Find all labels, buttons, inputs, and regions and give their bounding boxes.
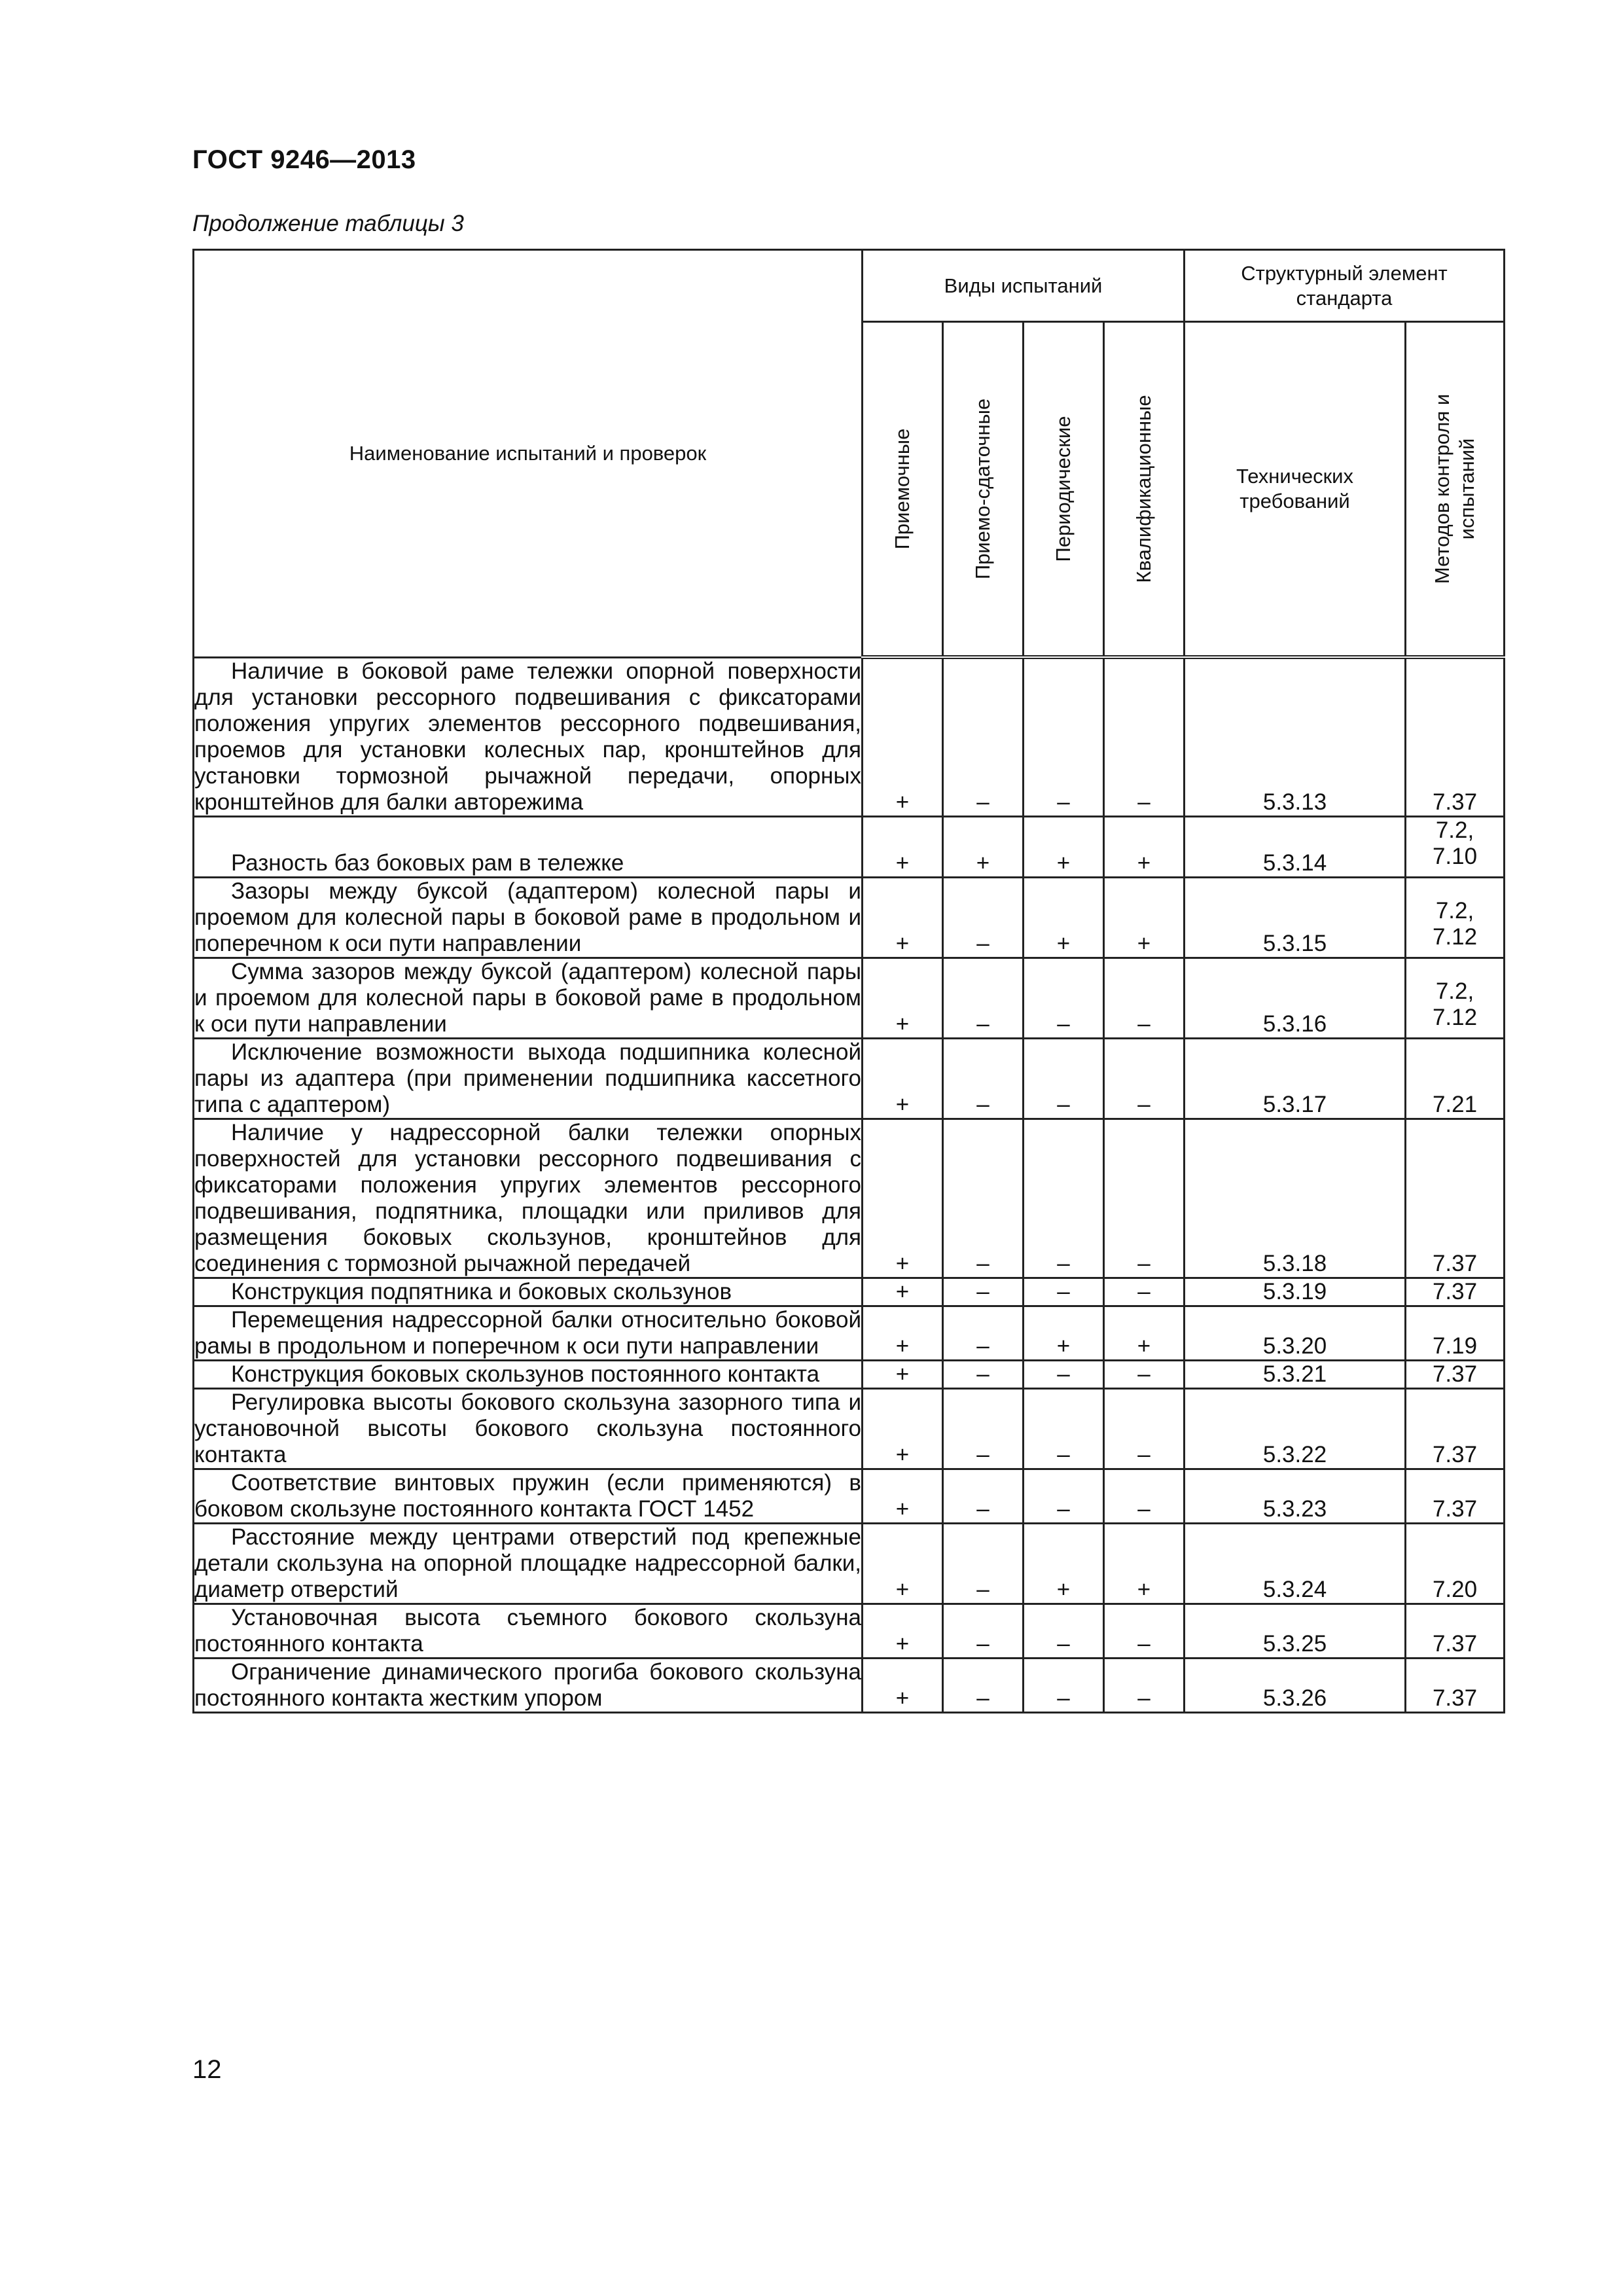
method-ref-cell: 7.37 <box>1406 1278 1505 1306</box>
test-mark-cell: – <box>1104 1360 1185 1388</box>
test-mark-cell: + <box>863 816 943 877</box>
test-mark-cell: – <box>1024 1119 1104 1278</box>
test-mark-cell: – <box>943 1360 1024 1388</box>
test-mark-cell: – <box>943 657 1024 816</box>
test-mark-cell: – <box>1104 1469 1185 1523</box>
test-mark-cell: + <box>863 1604 943 1658</box>
test-mark-cell: – <box>1104 1388 1185 1469</box>
test-mark-cell: – <box>1104 1119 1185 1278</box>
test-mark-cell: – <box>943 877 1024 958</box>
test-mark-cell: + <box>863 1119 943 1278</box>
table-row <box>194 1278 1505 1306</box>
test-mark-cell: – <box>943 1306 1024 1360</box>
test-mark-cell: – <box>943 1119 1024 1278</box>
table-body <box>194 657 1505 1712</box>
tech-req-ref-cell: 5.3.22 <box>1185 1388 1406 1469</box>
test-mark-cell: + <box>863 1469 943 1523</box>
table-row <box>194 1119 1505 1278</box>
tech-req-ref-cell: 5.3.20 <box>1185 1306 1406 1360</box>
test-mark-cell: – <box>943 1388 1024 1469</box>
method-ref-cell: 7.37 <box>1406 1388 1505 1469</box>
test-mark-cell: – <box>1024 1038 1104 1119</box>
table-row <box>194 958 1505 1038</box>
table-row <box>194 1306 1505 1360</box>
table-row <box>194 1360 1505 1388</box>
col-header-test-1: Приемочные <box>863 322 943 658</box>
test-mark-cell: + <box>1104 816 1185 877</box>
test-mark-cell: + <box>1024 1306 1104 1360</box>
test-mark-cell: – <box>1104 1658 1185 1712</box>
test-mark-cell: + <box>1104 1523 1185 1604</box>
tech-req-ref-cell: 5.3.15 <box>1185 877 1406 958</box>
tech-req-ref-cell: 5.3.23 <box>1185 1469 1406 1523</box>
test-mark-cell: – <box>943 1038 1024 1119</box>
test-mark-cell: – <box>1104 1038 1185 1119</box>
method-ref-cell: 7.37 <box>1406 1604 1505 1658</box>
method-ref-cell: 7.19 <box>1406 1306 1505 1360</box>
test-mark-cell: – <box>1104 958 1185 1038</box>
table-row <box>194 1658 1505 1712</box>
test-name-cell: Разность баз боковых рам в тележке <box>194 816 863 877</box>
test-mark-cell: + <box>1024 877 1104 958</box>
test-mark-cell: + <box>863 1388 943 1469</box>
method-ref-cell: 7.2, 7.12 <box>1406 877 1505 958</box>
test-mark-cell: – <box>1024 1388 1104 1469</box>
test-name-cell: Расстояние между центрами отверстий под крепежные детали скользуна на опорной площадке надрессорной балки, диаметр отверстий <box>194 1523 863 1604</box>
tech-req-ref-cell: 5.3.19 <box>1185 1278 1406 1306</box>
test-name-cell: Зазоры между буксой (адаптером) колесной пары и проемом для колесной пары в боковой раме в продольном и поперечном к оси пути направлении <box>194 877 863 958</box>
test-mark-cell: – <box>1024 1278 1104 1306</box>
test-mark-cell: – <box>1024 1604 1104 1658</box>
test-mark-cell: + <box>863 877 943 958</box>
test-mark-cell: + <box>863 1658 943 1712</box>
test-mark-cell: – <box>1024 1469 1104 1523</box>
tech-req-ref-cell: 5.3.25 <box>1185 1604 1406 1658</box>
test-name-cell: Ограничение динамического прогиба бокового скользуна постоянного контакта жестким упором <box>194 1658 863 1712</box>
table-row <box>194 1604 1505 1658</box>
test-mark-cell: – <box>1024 1360 1104 1388</box>
table-row <box>194 1523 1505 1604</box>
test-name-cell: Конструкция подпятника и боковых скользунов <box>194 1278 863 1306</box>
test-mark-cell: – <box>1024 657 1104 816</box>
test-name-cell: Регулировка высоты бокового скользуна зазорного типа и установочной высоты бокового скользуна постоянного контакта <box>194 1388 863 1469</box>
method-ref-cell: 7.37 <box>1406 1360 1505 1388</box>
test-name-cell: Наличие у надрессорной балки тележки опорных поверхностей для установки рессорного подвешивания с фиксаторами положения упругих элементов рессорного подвешивания, подпятника, площадки или приливов для размещения боковых скользунов, кронштейнов для соединения с тормозной рычажной передачей <box>194 1119 863 1278</box>
test-mark-cell: + <box>943 816 1024 877</box>
test-mark-cell: – <box>943 1469 1024 1523</box>
test-mark-cell: – <box>1024 1658 1104 1712</box>
test-mark-cell: + <box>863 1360 943 1388</box>
table-row <box>194 877 1505 958</box>
tests-table <box>192 249 1505 1713</box>
test-mark-cell: – <box>943 1523 1024 1604</box>
test-mark-cell: – <box>1104 657 1185 816</box>
tech-req-ref-cell: 5.3.14 <box>1185 816 1406 877</box>
col-header-name: Наименование испытаний и проверок <box>194 250 863 658</box>
test-mark-cell: + <box>863 657 943 816</box>
method-ref-cell: 7.37 <box>1406 657 1505 816</box>
test-name-cell: Конструкция боковых скользунов постоянного контакта <box>194 1360 863 1388</box>
col-group-tests: Виды испытаний <box>863 250 1185 322</box>
table-row <box>194 1388 1505 1469</box>
table-row <box>194 1469 1505 1523</box>
test-name-cell: Наличие в боковой раме тележки опорной поверхности для установки рессорного подвешивания с фиксаторами положения упругих элементов рессорного подвешивания, проемов для установки колесных пар, кронштейнов для установки тормозной рычажной передачи, опорных кронштейнов для балки авторежима <box>194 657 863 816</box>
test-mark-cell: – <box>1104 1278 1185 1306</box>
table-row <box>194 657 1505 816</box>
method-ref-cell: 7.37 <box>1406 1658 1505 1712</box>
document-header: ГОСТ 9246—2013 <box>192 145 416 174</box>
test-mark-cell: + <box>863 1278 943 1306</box>
table-row <box>194 816 1505 877</box>
test-mark-cell: + <box>1024 816 1104 877</box>
method-ref-cell: 7.37 <box>1406 1469 1505 1523</box>
test-mark-cell: + <box>863 1523 943 1604</box>
table-caption: Продолжение таблицы 3 <box>192 211 464 236</box>
tech-req-ref-cell: 5.3.18 <box>1185 1119 1406 1278</box>
table-row <box>194 1038 1505 1119</box>
method-ref-cell: 7.2, 7.12 <box>1406 958 1505 1038</box>
test-mark-cell: – <box>943 958 1024 1038</box>
test-mark-cell: – <box>943 1604 1024 1658</box>
tech-req-ref-cell: 5.3.16 <box>1185 958 1406 1038</box>
method-ref-cell: 7.21 <box>1406 1038 1505 1119</box>
test-mark-cell: + <box>1104 877 1185 958</box>
tech-req-ref-cell: 5.3.21 <box>1185 1360 1406 1388</box>
tech-req-ref-cell: 5.3.17 <box>1185 1038 1406 1119</box>
test-mark-cell: + <box>1024 1523 1104 1604</box>
col-header-methods: Методов контроля и испытаний <box>1406 322 1505 658</box>
test-name-cell: Сумма зазоров между буксой (адаптером) колесной пары и проемом для колесной пары в боковой раме в продольном к оси пути направлении <box>194 958 863 1038</box>
test-mark-cell: – <box>1104 1604 1185 1658</box>
test-mark-cell: – <box>943 1658 1024 1712</box>
col-header-test-4: Квалификационные <box>1104 322 1185 658</box>
method-ref-cell: 7.2, 7.10 <box>1406 816 1505 877</box>
test-mark-cell: + <box>863 1038 943 1119</box>
method-ref-cell: 7.20 <box>1406 1523 1505 1604</box>
test-name-cell: Соответствие винтовых пружин (если применяются) в боковом скользуне постоянного контакта ГОСТ 1452 <box>194 1469 863 1523</box>
col-header-test-3: Периодические <box>1024 322 1104 658</box>
tech-req-ref-cell: 5.3.24 <box>1185 1523 1406 1604</box>
test-mark-cell: + <box>863 1306 943 1360</box>
test-name-cell: Установочная высота съемного бокового скользуна постоянного контакта <box>194 1604 863 1658</box>
col-header-test-2: Приемо-сдаточные <box>943 322 1024 658</box>
tech-req-ref-cell: 5.3.26 <box>1185 1658 1406 1712</box>
col-header-tech-req: Технических требований <box>1185 322 1406 658</box>
test-mark-cell: – <box>1024 958 1104 1038</box>
test-name-cell: Исключение возможности выхода подшипника колесной пары из адаптера (при применении подшипника кассетного типа с адаптером) <box>194 1038 863 1119</box>
test-mark-cell: – <box>943 1278 1024 1306</box>
test-name-cell: Перемещения надрессорной балки относительно боковой рамы в продольном и поперечном к оси пути направлении <box>194 1306 863 1360</box>
method-ref-cell: 7.37 <box>1406 1119 1505 1278</box>
test-mark-cell: + <box>863 958 943 1038</box>
test-mark-cell: + <box>1104 1306 1185 1360</box>
tech-req-ref-cell: 5.3.13 <box>1185 657 1406 816</box>
col-group-struct: Структурный элемент стандарта <box>1185 250 1505 322</box>
page-number: 12 <box>192 2055 222 2084</box>
